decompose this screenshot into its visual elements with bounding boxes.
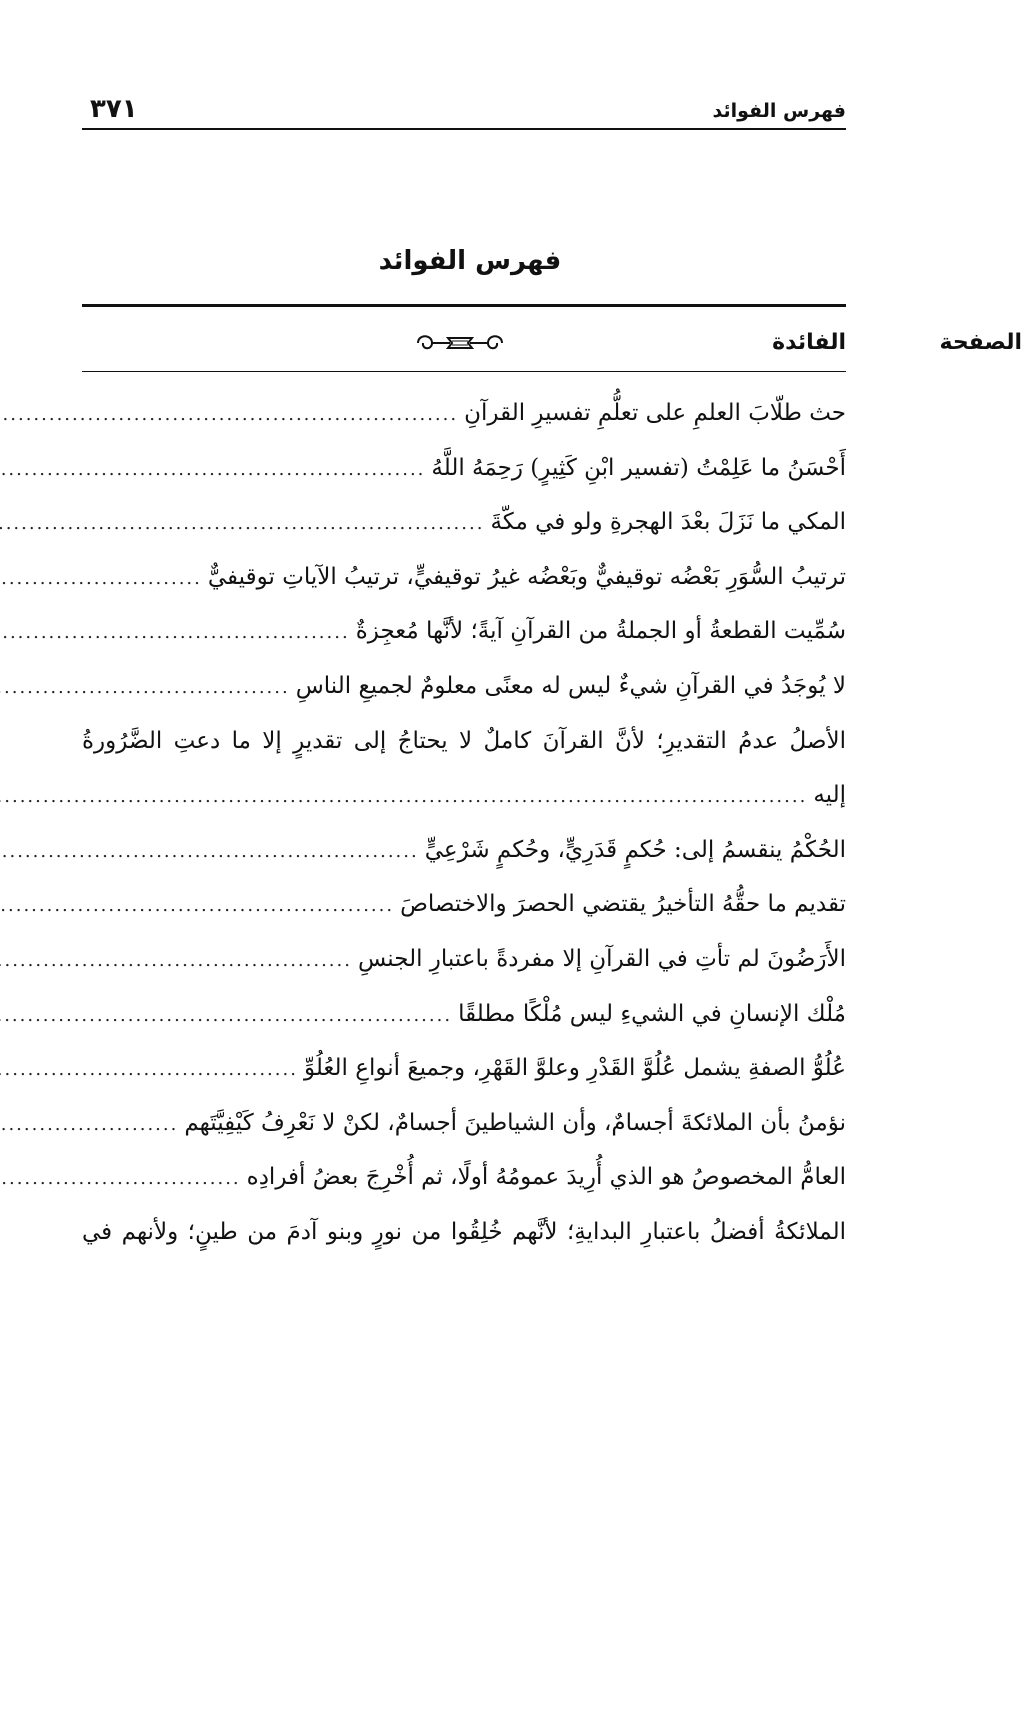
page-column-heading: الصفحة bbox=[939, 330, 1022, 355]
index-title: فهرس الفوائد bbox=[378, 246, 562, 276]
index-entry bbox=[82, 606, 846, 661]
index-entry bbox=[82, 1152, 846, 1207]
index-entries bbox=[82, 388, 846, 1262]
dot-leader bbox=[0, 895, 394, 916]
entry-text: نؤمنُ بأن الملائكةَ أجسامٌ، وأن الشياطينَ أجسامٌ، لكنْ لا نَعْرِفُ كَيْفِيَّتَهم bbox=[178, 1110, 846, 1136]
dot-leader bbox=[0, 459, 425, 480]
dot-leader bbox=[0, 786, 807, 807]
index-entry bbox=[82, 388, 846, 443]
index-entry-continued bbox=[82, 1207, 846, 1262]
index-entry bbox=[82, 770, 846, 825]
column-rule bbox=[82, 371, 846, 372]
title-rule bbox=[82, 304, 846, 307]
index-entry bbox=[82, 989, 846, 1044]
index-entry bbox=[82, 879, 846, 934]
index-entry-continued bbox=[82, 716, 846, 771]
entry-text: تقديم ما حقُّهُ التأخيرُ يقتضي الحصرَ والاختصاصَ bbox=[394, 891, 846, 917]
dot-leader bbox=[0, 1168, 241, 1189]
dot-leader bbox=[0, 1005, 452, 1026]
running-title: فهرس الفوائد bbox=[712, 100, 846, 122]
header-rule bbox=[82, 128, 846, 130]
entry-text: الملائكةُ أفضلُ باعتبارِ البدايةِ؛ لأنَّهم خُلِقُوا من نورٍ وبنو آدمَ من طينٍ؛ ولأنهم في bbox=[82, 1218, 846, 1245]
topic-column-heading: الفائدة bbox=[772, 330, 846, 355]
dot-leader bbox=[0, 404, 458, 425]
dot-leader bbox=[0, 1114, 178, 1135]
index-entry bbox=[82, 497, 846, 552]
entry-text: العامُّ المخصوصُ هو الذي أُرِيدَ عمومُهُ أولًا، ثم أُخْرِجَ بعضُ أفرادِه bbox=[241, 1164, 846, 1190]
index-entry bbox=[82, 1043, 846, 1098]
entry-text: إليه bbox=[807, 782, 846, 808]
entry-text: الحُكْمُ ينقسمُ إلى: حُكمٍ قَدَرِيٍّ، وحُكمٍ شَرْعِيٍّ bbox=[419, 837, 846, 863]
index-entry bbox=[82, 1098, 846, 1153]
running-header bbox=[82, 92, 846, 128]
page-number: ٣٧١ bbox=[90, 94, 138, 124]
entry-text: الأَرَضُونَ لم تأتِ في القرآنِ إلا مفردةً باعتبارِ الجنسِ bbox=[352, 946, 846, 972]
index-entry bbox=[82, 443, 846, 498]
dot-leader bbox=[0, 1059, 298, 1080]
dot-leader bbox=[0, 513, 484, 534]
entry-text: أَحْسَنُ ما عَلِمْتُ (تفسير ابْنِ كَثِيرٍ) رَحِمَهُ اللَّهُ bbox=[425, 455, 846, 481]
dot-leader bbox=[0, 950, 352, 971]
index-entry bbox=[82, 825, 846, 880]
dot-leader bbox=[0, 677, 290, 698]
entry-text: ترتيبُ السُّوَرِ بَعْضُه توقيفيٌّ وبَعْضُه غيرُ توقيفيٍّ، ترتيبُ الآياتِ توقيفيٌّ bbox=[202, 564, 846, 590]
entry-text: سُمِّيت القطعةُ أو الجملةُ من القرآنِ آيةً؛ لأنَّها مُعجِزةٌ bbox=[350, 618, 846, 644]
dot-leader bbox=[0, 568, 202, 589]
dot-leader bbox=[0, 622, 350, 643]
entry-text: عُلُوُّ الصفةِ يشمل عُلُوَّ القَدْرِ وعلوَّ القَهْرِ، وجميعَ أنواعِ العُلُوِّ bbox=[298, 1055, 846, 1081]
index-entry bbox=[82, 934, 846, 989]
entry-text: حث طلّابَ العلمِ على تعلُّمِ تفسيرِ القرآنِ bbox=[458, 400, 846, 426]
entry-text: لا يُوجَدُ في القرآنِ شيءٌ ليس له معنًى معلومٌ لجميعِ الناسِ bbox=[290, 673, 846, 699]
index-entry bbox=[82, 552, 846, 607]
dot-leader bbox=[0, 841, 419, 862]
entry-text: مُلْك الإنسانِ في الشيءِ ليس مُلْكًا مطلقًا bbox=[452, 1001, 846, 1027]
index-entry bbox=[82, 661, 846, 716]
entry-text: الأصلُ عدمُ التقديرِ؛ لأنَّ القرآنَ كاملٌ لا يحتاجُ إلى تقديرٍ إلا ما دعتِ الضَّرُورةُ bbox=[82, 727, 846, 754]
entry-text: المكي ما نَزَلَ بعْدَ الهجرةِ ولو في مكّةَ bbox=[484, 509, 846, 535]
